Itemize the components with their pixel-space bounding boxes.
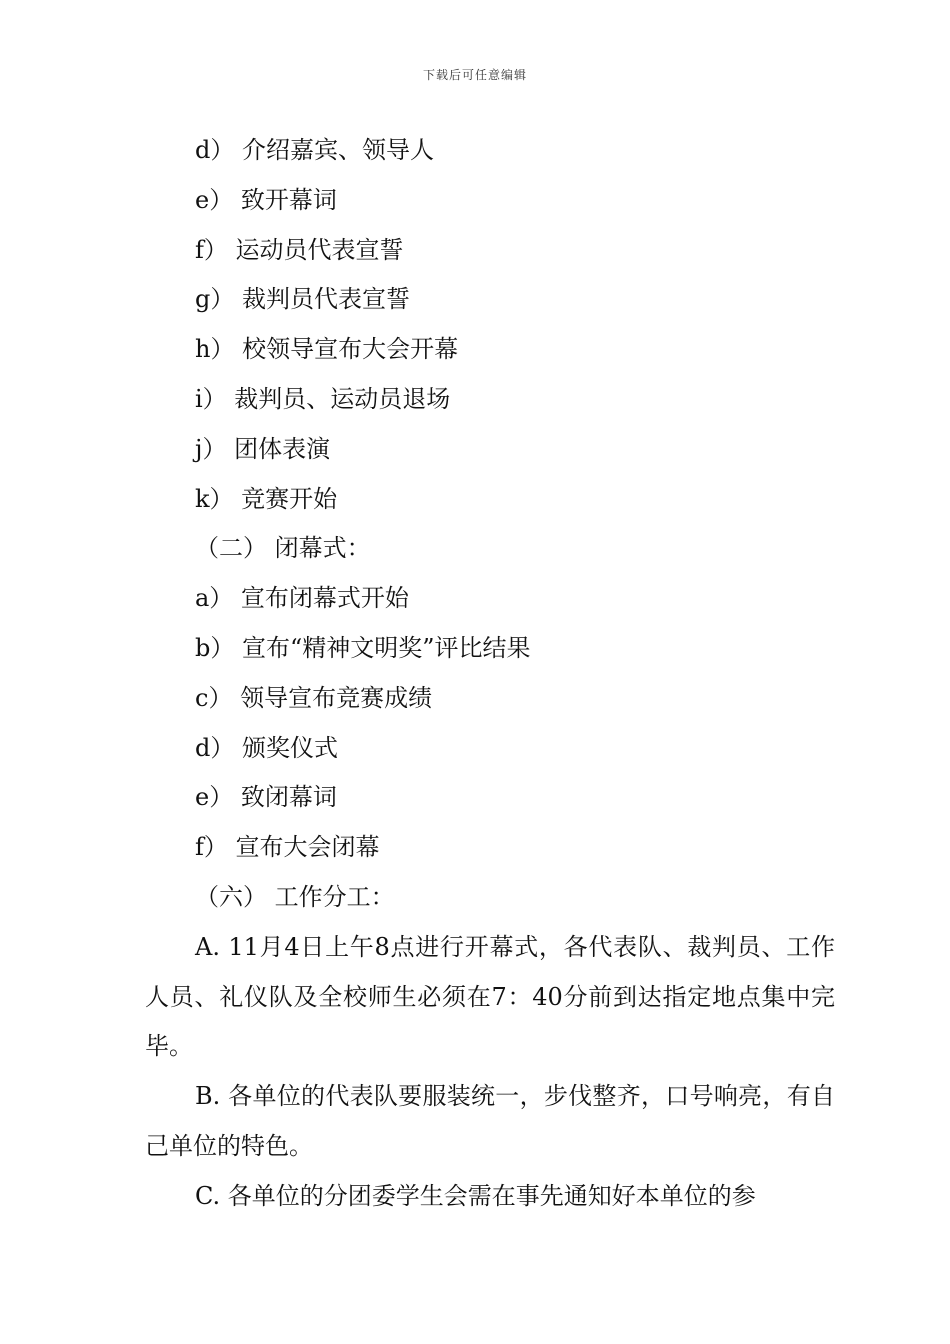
opening-item-j: j） 团体表演 (195, 434, 331, 463)
closing-item-e: e） 致闭幕词 (195, 783, 337, 812)
closing-item-c: c） 领导宣布竞赛成绩 (195, 683, 433, 712)
closing-ceremony-heading: （二） 闭幕式： (195, 534, 371, 563)
paragraph-b: B. 各单位的代表队要服装统一，步伐整齐，口号响亮，有自己单位的特色。 (145, 1082, 835, 1160)
document-body (145, 126, 835, 1222)
closing-item-a: a） 宣布闭幕式开始 (195, 584, 409, 613)
page-header-note: 下载后可任意编辑 (422, 68, 527, 82)
opening-item-e: e） 致开幕词 (195, 185, 337, 214)
paragraph-c: C. 各单位的分团委学生会需在事先通知好本单位的参 (195, 1181, 756, 1210)
paragraph-a: A. 11月4日上午8点进行开幕式，各代表队、裁判员、工作人员、礼仪队及全校师生必须在7：40分前到达指定地点集中完毕。 (145, 932, 835, 1061)
closing-item-f: f） 宣布大会闭幕 (195, 833, 380, 862)
closing-item-d: d） 颁奖仪式 (195, 733, 338, 762)
opening-item-k: k） 竞赛开始 (195, 484, 338, 513)
opening-item-h: h） 校领导宣布大会开幕 (195, 335, 459, 364)
work-division-heading: （六） 工作分工： (195, 882, 395, 911)
opening-item-i: i） 裁判员、运动员退场 (195, 384, 451, 413)
closing-item-b: b） 宣布“精神文明奖”评比结果 (195, 633, 531, 662)
opening-item-d: d） 介绍嘉宾、领导人 (195, 136, 434, 164)
opening-item-f: f） 运动员代表宣誓 (195, 235, 404, 264)
opening-item-g: g） 裁判员代表宣誓 (195, 285, 410, 314)
